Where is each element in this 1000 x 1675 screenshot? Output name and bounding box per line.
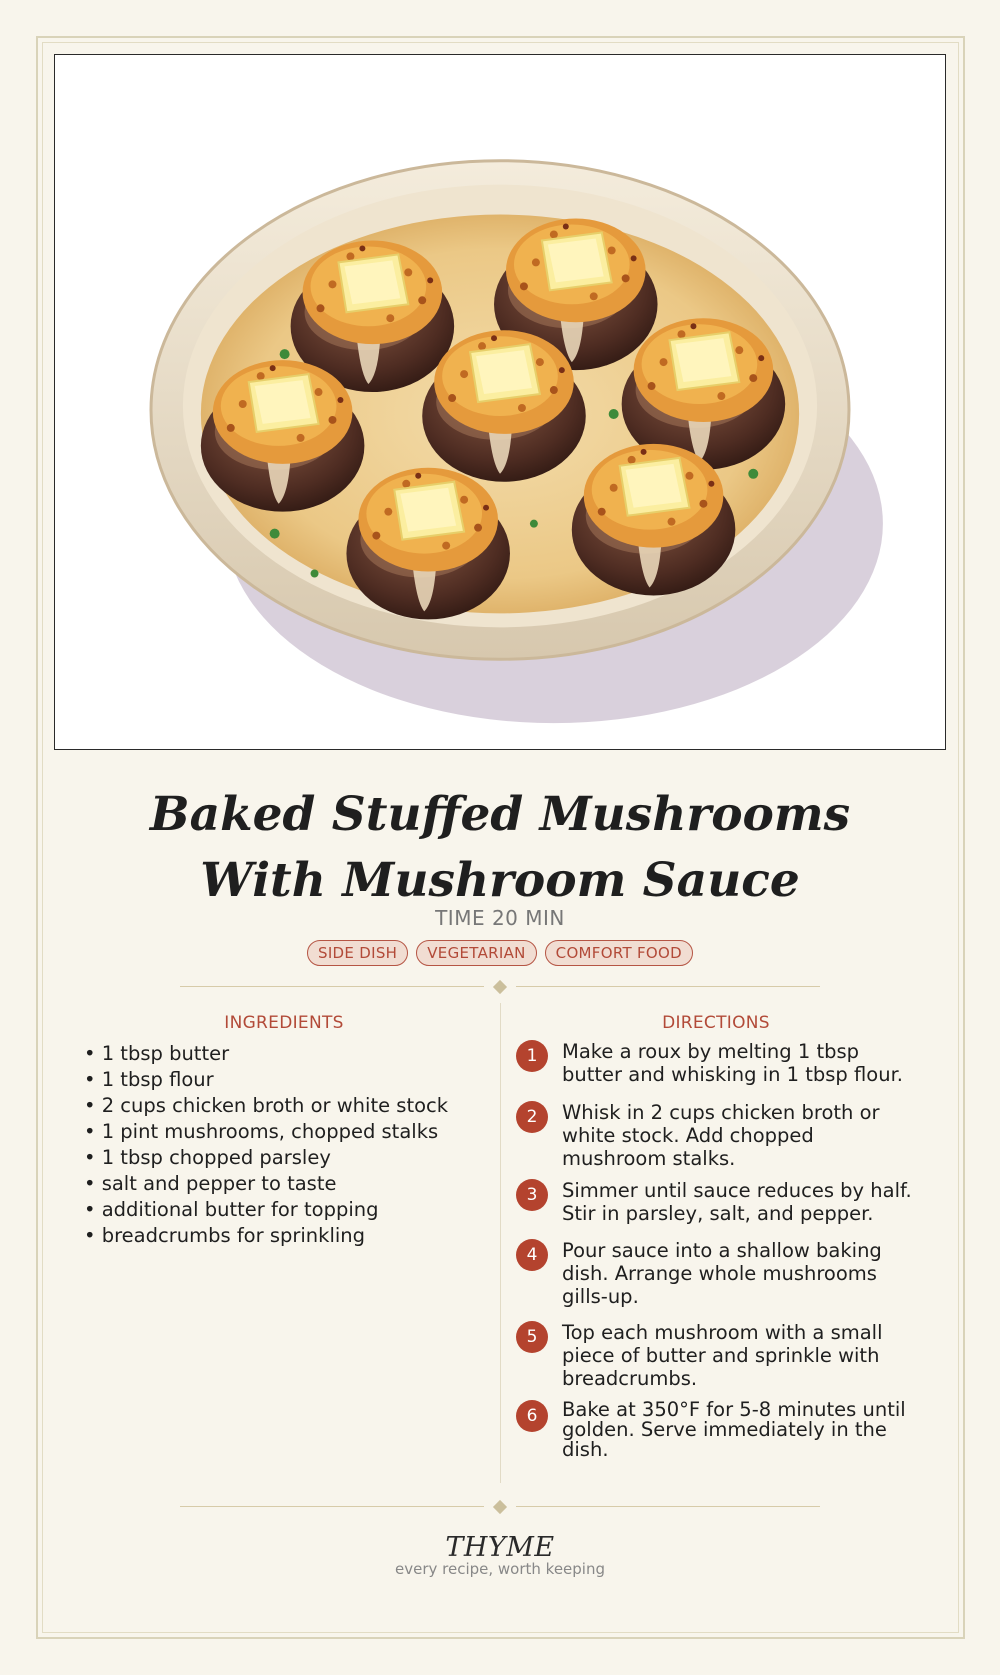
tag-list: [0, 940, 1000, 966]
diamond-ornament-icon: [493, 980, 507, 994]
step-text: Make a roux by melting 1 tbsp butter and whisking in 1 tbsp flour.: [562, 1040, 903, 1086]
divider-bottom: [180, 1500, 820, 1514]
step-text: Pour sauce into a shallow baking dish. Arrange whole mushrooms gills-up.: [562, 1239, 882, 1308]
step-number-badge: 3: [516, 1179, 548, 1211]
tag-side-dish[interactable]: SIDE DISH: [307, 940, 408, 966]
divider-top: [180, 980, 820, 994]
tag-vegetarian[interactable]: VEGETARIAN: [416, 940, 536, 966]
ingredient-item: • additional butter for topping: [84, 1198, 379, 1221]
direction-step: [516, 1239, 916, 1308]
ingredient-item: • 1 pint mushrooms, chopped stalks: [84, 1120, 439, 1143]
hero-image: [54, 54, 946, 750]
brand-tagline: every recipe, worth keeping: [394, 1560, 605, 1578]
cook-time: TIME 20 MIN: [435, 906, 565, 930]
ingredients-heading: INGREDIENTS: [224, 1013, 344, 1033]
directions-list: [516, 1040, 916, 1460]
diamond-ornament-icon: [493, 1500, 507, 1514]
direction-step: [516, 1179, 916, 1225]
ingredient-item: • salt and pepper to taste: [84, 1172, 337, 1195]
step-text: Top each mushroom with a small piece of butter and sprinkle with breadcrumbs.: [562, 1321, 883, 1390]
direction-step: [516, 1400, 916, 1460]
step-number-badge: 4: [516, 1239, 548, 1271]
column-separator: [500, 1003, 501, 1483]
step-text: Bake at 350°F for 5-8 minutes until golden. Serve immediately in the dish.: [562, 1398, 906, 1461]
stuffed-mushrooms-illustration: [55, 55, 945, 749]
ingredient-item: • breadcrumbs for sprinkling: [84, 1224, 366, 1247]
ingredients-list: [84, 1041, 484, 1249]
recipe-title: Baked Stuffed Mushrooms With Mushroom Sauce: [149, 787, 851, 908]
step-number-badge: 1: [516, 1040, 548, 1072]
direction-step: [516, 1040, 916, 1086]
step-text: Whisk in 2 cups chicken broth or white stock. Add chopped mushroom stalks.: [562, 1101, 880, 1170]
step-number-badge: 6: [516, 1400, 548, 1432]
step-text: Simmer until sauce reduces by half. Stir in parsley, salt, and pepper.: [562, 1179, 912, 1225]
step-number-badge: 5: [516, 1321, 548, 1353]
ingredient-item: • 2 cups chicken broth or white stock: [84, 1094, 449, 1117]
direction-step: [516, 1101, 916, 1170]
tag-comfort-food[interactable]: COMFORT FOOD: [545, 940, 693, 966]
directions-heading: DIRECTIONS: [662, 1013, 770, 1033]
brand-logo: THYME: [445, 1532, 555, 1563]
direction-step: [516, 1321, 916, 1390]
step-number-badge: 2: [516, 1101, 548, 1133]
ingredient-item: • 1 tbsp flour: [84, 1068, 214, 1091]
ingredient-item: • 1 tbsp chopped parsley: [84, 1146, 331, 1169]
ingredient-item: • 1 tbsp butter: [84, 1042, 230, 1065]
